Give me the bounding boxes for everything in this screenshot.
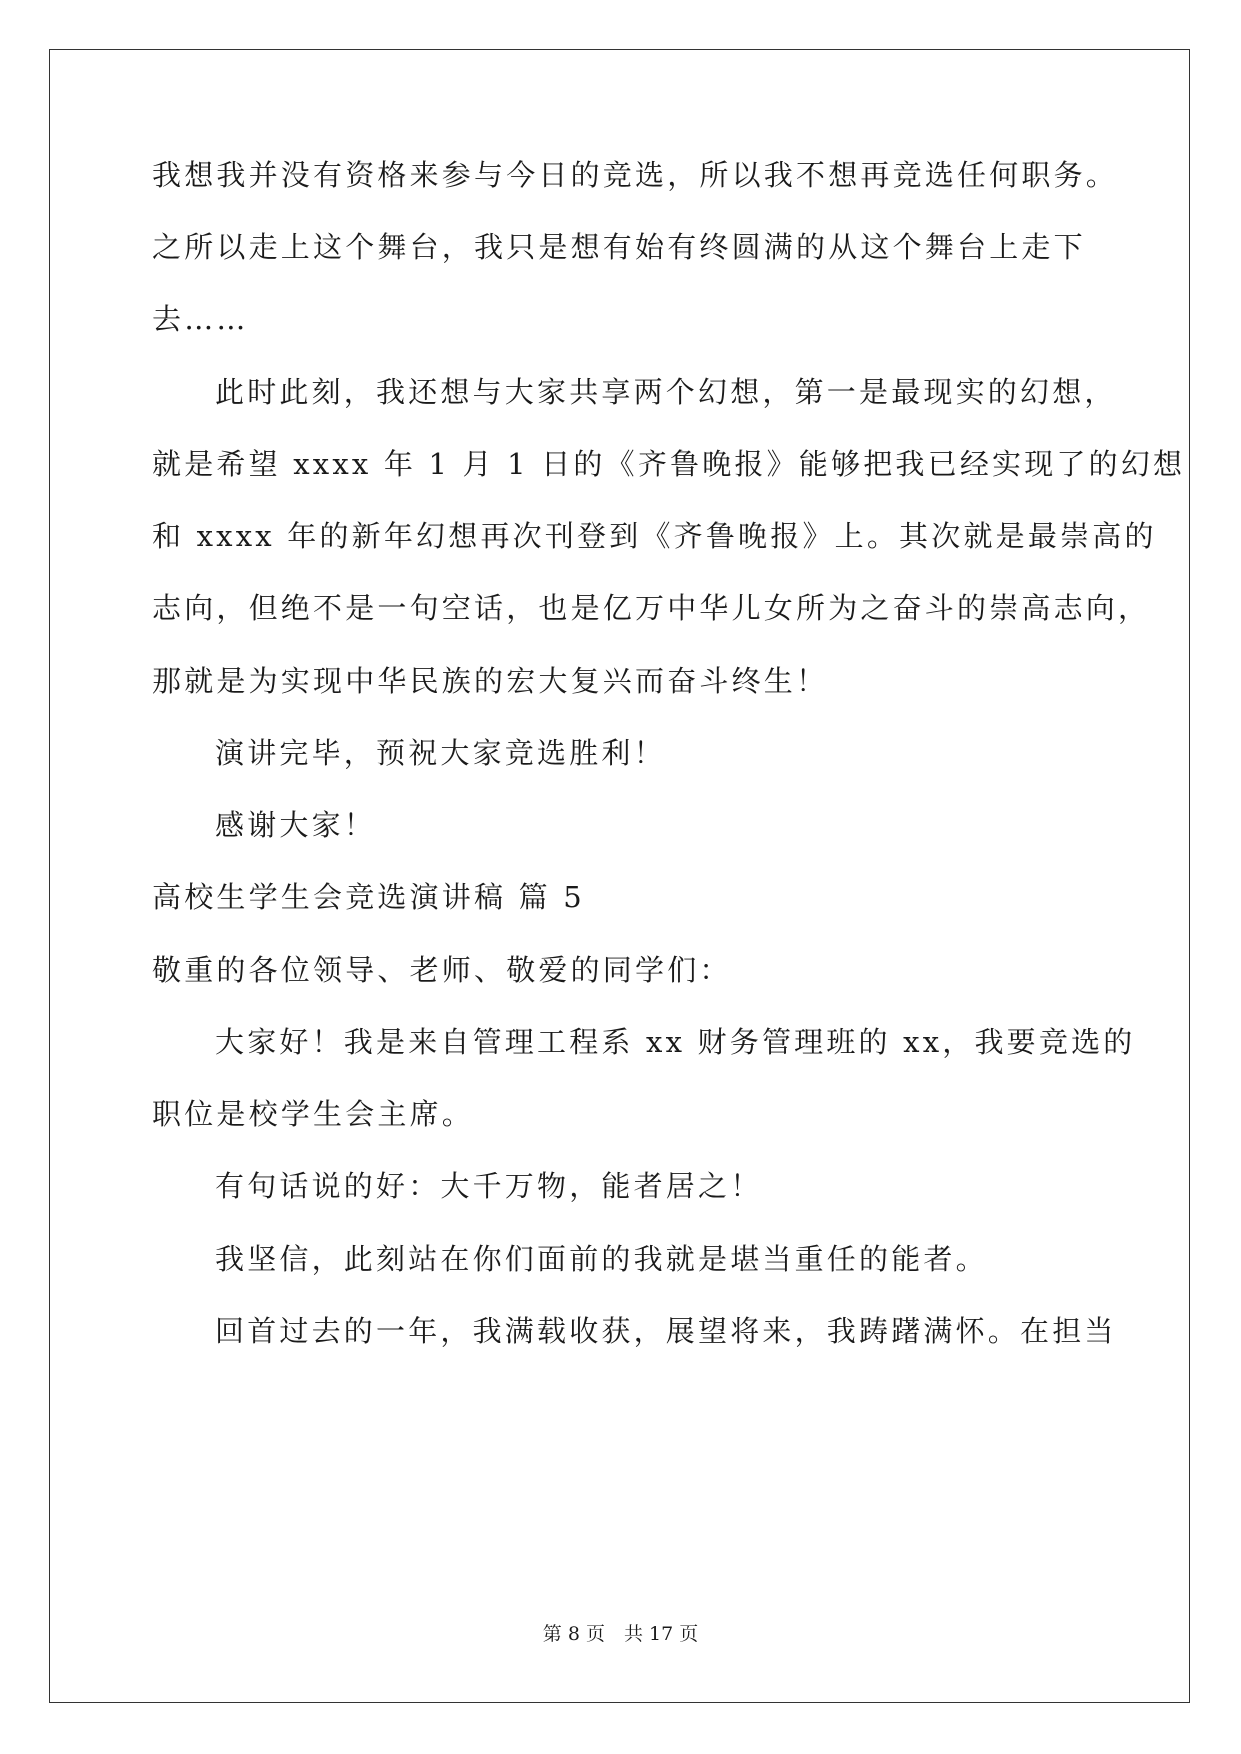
text-line: 回首过去的一年，我满载收获，展望将来，我踌躇满怀。在担当: [215, 1314, 1117, 1348]
text-line: 大家好！我是来自管理工程系 xx 财务管理班的 xx，我要竞选的: [215, 1025, 1136, 1059]
text-line: 之所以走上这个舞台，我只是想有始有终圆满的从这个舞台上走下: [152, 230, 1086, 264]
text-line: 感谢大家！: [215, 808, 377, 842]
text-line: 此时此刻，我还想与大家共享两个幻想，第一是最现实的幻想，: [215, 375, 1117, 409]
text-line: 我坚信，此刻站在你们面前的我就是堪当重任的能者。: [215, 1242, 988, 1276]
text-line: 志向，但绝不是一句空话，也是亿万中华儿女所为之奋斗的崇高志向，: [152, 591, 1151, 625]
page-number: 第 8 页 共 17 页: [542, 1623, 699, 1645]
page-border: [49, 49, 1190, 1703]
text-line: 和 xxxx 年的新年幻想再次刊登到《齐鲁晚报》上。其次就是最崇高的: [152, 519, 1157, 553]
salutation: 敬重的各位领导、老师、敬爱的同学们：: [152, 953, 732, 987]
text-line: 职位是校学生会主席。: [152, 1097, 475, 1131]
text-line: 演讲完毕，预祝大家竞选胜利！: [215, 736, 666, 770]
text-line: 去……: [152, 302, 249, 336]
text-line: 就是希望 xxxx 年 1 月 1 日的《齐鲁晚报》能够把我已经实现了的幻想: [152, 447, 1186, 481]
section-heading: 高校生学生会竞选演讲稿 篇 5: [152, 880, 585, 914]
text-line: 有句话说的好：大千万物，能者居之！: [215, 1169, 763, 1203]
text-line: 我想我并没有资格来参与今日的竞选，所以我不想再竞选任何职务。: [152, 158, 1119, 192]
text-line: 那就是为实现中华民族的宏大复兴而奋斗终生！: [152, 664, 829, 698]
